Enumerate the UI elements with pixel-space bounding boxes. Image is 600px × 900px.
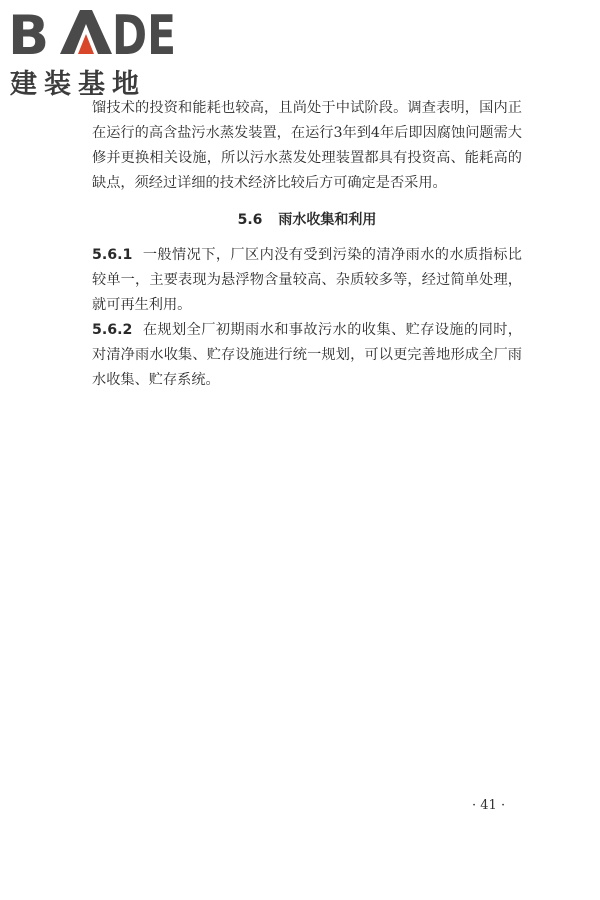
logo-letter-a bbox=[60, 10, 112, 54]
logo-letter-b: B bbox=[8, 4, 50, 67]
section-number: 5.6 bbox=[237, 212, 263, 228]
page-content bbox=[92, 96, 522, 393]
clause-text: 在规划全厂初期雨水和事故污水的收集、贮存设施的同时，对清净雨水收集、贮存设施进行统一规划，可以更完善地形成全厂雨水收集、贮存系统。 bbox=[92, 322, 522, 388]
logo-letters-de: DE bbox=[112, 4, 176, 67]
clause-5-6-2 bbox=[92, 318, 522, 393]
bade-logo-mark bbox=[8, 4, 178, 67]
clause-5-6-1 bbox=[92, 243, 522, 318]
logo-subtitle: 建装基地 bbox=[10, 69, 146, 100]
page-number: · 41 · bbox=[472, 798, 506, 813]
section-heading bbox=[92, 208, 522, 233]
intro-paragraph: 馏技术的投资和能耗也较高，且尚处于中试阶段。调查表明，国内正在运行的高含盐污水蒸发装置，在运行3年到4年后即因腐蚀问题需大修并更换相关设施，所以污水蒸发处理装置都具有投资高、能耗高的缺点，须经过详细的技术经济比较后方可确定是否采用。 bbox=[92, 100, 522, 191]
clause-number: 5.6.2 bbox=[92, 322, 133, 338]
clause-number: 5.6.1 bbox=[92, 247, 133, 263]
clause-text: 一般情况下，厂区内没有受到污染的清净雨水的水质指标比较单一，主要表现为悬浮物含量较高、杂质较多等，经过简单处理，就可再生利用。 bbox=[92, 247, 522, 313]
section-title: 雨水收集和利用 bbox=[278, 212, 377, 228]
bade-logo bbox=[8, 4, 178, 100]
